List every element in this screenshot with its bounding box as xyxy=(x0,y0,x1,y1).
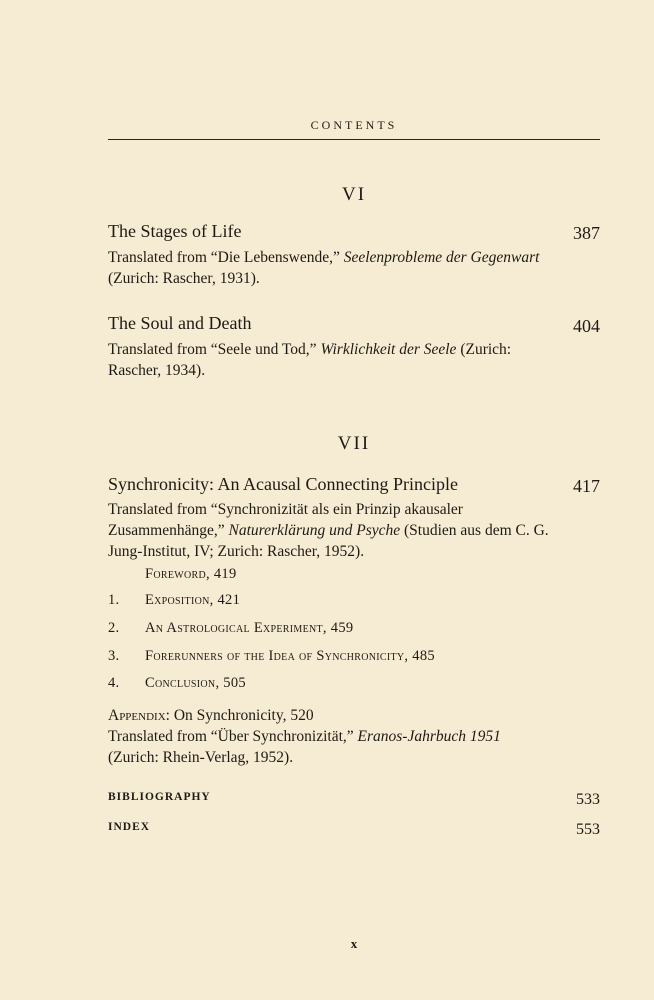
entry-page-number: 387 xyxy=(573,223,600,243)
header-rule xyxy=(108,139,600,140)
subentry xyxy=(108,620,353,637)
source-suffix: (Zurich: Rhein-Verlag, 1952). xyxy=(108,749,294,766)
source-suffix: (Zurich: Rascher, 1931). xyxy=(108,270,260,287)
subentry xyxy=(108,592,240,609)
source-prefix: Translated from “Synchronizität als ein Prinzip akausaler Zusammenhänge,” xyxy=(108,501,463,539)
subentry xyxy=(145,566,237,583)
appendix-title: On Synchronicity, 520 xyxy=(169,707,314,724)
source-prefix: Translated from “Seele und Tod,” xyxy=(108,341,321,358)
entry-source-note xyxy=(108,247,553,289)
back-matter-page-number: 553 xyxy=(576,821,600,838)
page-folio: x xyxy=(350,936,358,951)
subentry xyxy=(108,675,246,692)
appendix-label: Appendix: xyxy=(108,707,170,724)
back-matter-index: INDEX xyxy=(108,821,151,833)
subentry-number: 1. xyxy=(108,592,120,608)
subentry-number: 4. xyxy=(108,675,120,691)
subentry xyxy=(108,648,435,665)
entry-page-number: 404 xyxy=(573,316,600,336)
back-matter-page-number: 533 xyxy=(576,791,600,808)
part-numeral-vi: VI xyxy=(341,184,367,205)
subentry-number: 3. xyxy=(108,648,120,664)
part-numeral-vii: VII xyxy=(337,433,371,454)
entry-page-number: 417 xyxy=(573,476,600,496)
source-title: Naturerklärung und Psyche xyxy=(228,522,401,539)
entry-title: Synchronicity: An Acausal Connecting Principle xyxy=(108,474,458,494)
source-title: Eranos-Jahrbuch 1951 xyxy=(357,728,501,745)
subentry-label: Foreword, 419 xyxy=(145,566,237,582)
contents-page xyxy=(108,0,600,1000)
entry-title: The Soul and Death xyxy=(108,313,252,333)
source-title: Wirklichkeit der Seele xyxy=(320,341,457,358)
source-suffix: (Studien aus dem C. G. Jung-Institut, IV; Zurich: Rascher, 1952). xyxy=(108,522,549,560)
entry-source-note xyxy=(108,499,553,562)
subentry-label: Conclusion, 505 xyxy=(145,675,246,691)
subentry-label: An Astrological Experiment, 459 xyxy=(145,620,354,636)
entry-source-note xyxy=(108,339,553,381)
source-prefix: Translated from “Die Lebenswende,” xyxy=(108,249,344,266)
source-prefix: Translated from “Über Synchronizität,” xyxy=(108,728,358,745)
back-matter-bibliography: BIBLIOGRAPHY xyxy=(108,791,211,803)
source-suffix: (Zurich: Rascher, 1934). xyxy=(108,341,512,379)
subentry-number: 2. xyxy=(108,620,120,636)
subentry-label: Exposition, 421 xyxy=(145,592,241,608)
appendix-entry xyxy=(108,705,553,768)
source-title: Seelenprobleme der Gegenwart xyxy=(343,249,540,266)
entry-title: The Stages of Life xyxy=(108,221,242,241)
running-head: CONTENTS xyxy=(310,118,398,132)
subentry-label: Forerunners of the Idea of Synchronicity, 485 xyxy=(145,648,435,664)
